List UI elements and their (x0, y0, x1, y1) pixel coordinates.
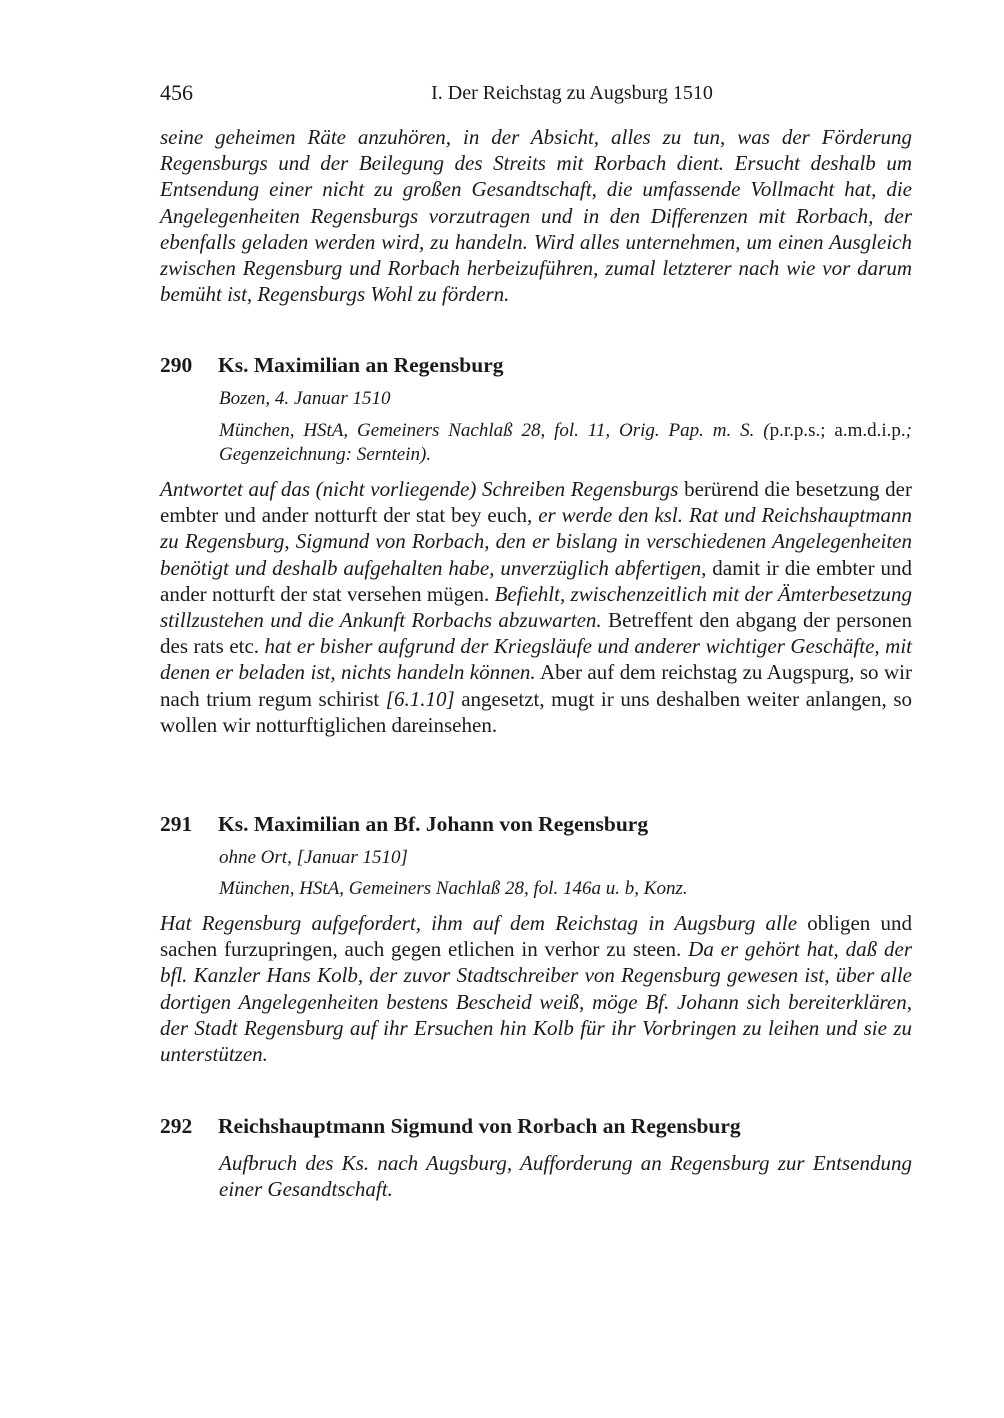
entry-290-regest (160, 476, 912, 738)
entry-292-summary: Aufbruch des Ks. nach Augsburg, Aufforderung an Regensburg zur Entsendung einer Gesandtschaft. (219, 1151, 912, 1202)
running-title: I. Der Reichstag zu Augsburg 1510 (431, 82, 713, 104)
entry-291-place-date: ohne Ort, [Januar 1510] (219, 847, 408, 868)
source-abbrev: p.r.p.s.; (769, 420, 826, 441)
quote-text: Aber auf dem reichstag zu Augspurg, so wir nach trium regum schirist (160, 660, 912, 711)
quote-text: damit ir die embter und ander notturft der stat versehen mügen. (160, 555, 912, 606)
entry-291-regest (160, 910, 912, 1067)
quote-text: obligen und sachen furzupringen, auch gegen etlichen in verhor zu steen. (160, 911, 912, 962)
date-annotation: [6.1.10] (385, 686, 455, 711)
entry-291-source: München, HStA, Gemeiners Nachlaß 28, fol. 146a u. b, Konz. (219, 878, 688, 899)
page-number: 456 (160, 80, 193, 105)
entry-title: Reichshauptmann Sigmund von Rorbach an Regensburg (218, 1114, 741, 1138)
quote-text: angesetzt, mugt ir uns deshalben weiter anlangen, so wollen wir notturftiglichen dareinsehen. (160, 686, 912, 737)
regest-text: Antwortet auf das (nicht vorliegende) Schreiben Regensburgs (160, 477, 679, 501)
source-abbrev: a.m.d.i.p. (834, 420, 906, 441)
quote-text: Betreffent den abgang der personen des rats etc. (160, 608, 912, 659)
entry-number: 292 (160, 1114, 193, 1138)
regest-text: Befiehlt, zwischenzeitlich mit der Ämterbesetzung stillzustehen und die Ankunft Rorbachs abzuwarten. (160, 581, 912, 633)
regest-text: Hat Regensburg aufgefordert, ihm auf dem Reichstag in Augsburg alle (160, 911, 798, 935)
entry-number: 290 (160, 353, 193, 377)
entry-290-source (219, 419, 912, 467)
entry-290-heading (160, 353, 912, 378)
regest-text: hat er bisher aufgrund der Kriegsläufe und anderer wichtiger Geschäfte, mit denen er beladen ist, nichts handeln können. (160, 634, 912, 685)
entry-number: 291 (160, 812, 193, 836)
entry-title: Ks. Maximilian an Regensburg (218, 353, 504, 377)
regest-text: , er werde den ksl. Rat und Reichshauptmann zu Regensburg, Sigmund von Rorbach, den er bislang in verschiedenen Angelegenheiten benötigt und deshalb aufgehalten habe, unverzüglich abfertigen, (160, 503, 912, 580)
quote-text: berürend die besetzung der embter und ander notturft der stat bey euch (160, 477, 912, 528)
entry-290-place-date: Bozen, 4. Januar 1510 (219, 388, 391, 409)
source-text: ; Gegenzeichnung: Serntein). (219, 420, 912, 465)
source-text: München, HStA, Gemeiners Nachlaß 28, fol. 11, Orig. Pap. m. S. ( (219, 420, 770, 441)
entry-title: Ks. Maximilian an Bf. Johann von Regensburg (218, 812, 649, 836)
page-header (160, 80, 912, 108)
entry-292-heading (160, 1114, 912, 1139)
regest-text: Da er gehört hat, daß der bfl. Kanzler Hans Kolb, der zuvor Stadtschreiber von Regensburg gewesen ist, über alle dortigen Angelegenheiten bestens Bescheid weiß, möge Bf. Johann sich bereiterklären, der Stadt Regensburg auf ihr Ersuchen hin Kolb für ihr Vorbringen zu leihen und sie zu unterstützen. (160, 937, 912, 1067)
entry-291-heading (160, 812, 912, 837)
intro-paragraph: seine geheimen Räte anzuhören, in der Absicht, alles zu tun, was der Förderung Regensburgs und der Beilegung des Streits mit Rorbach dient. Ersucht deshalb um Entsendung einer nicht zu großen Gesandtschaft, die umfassende Vollmacht hat, die Angelegenheiten Regensburgs vorzutragen und in den Differenzen mit Rorbach, der ebenfalls geladen werden wird, zu handeln. Wird alles unternehmen, um einen Ausgleich zwischen Regensburg und Rorbach herbeizuführen, zumal letzterer nach wie vor darum bemüht ist, Regensburgs Wohl zu fördern. (160, 125, 912, 307)
